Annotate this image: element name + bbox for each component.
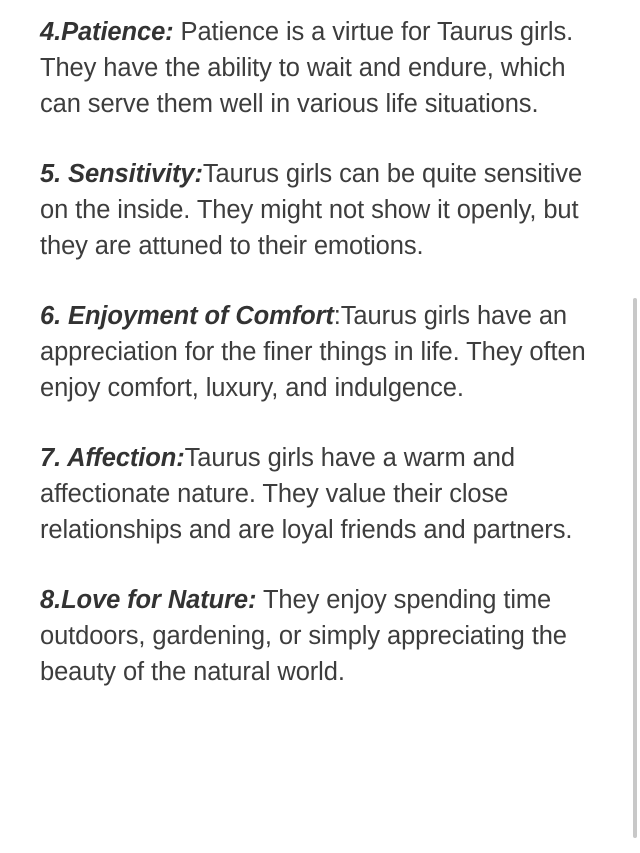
paragraph-body-sensitivity: Taurus girls can be quite sensitive on the inside. They might not show it openly, but they are attuned to their emotions.	[40, 160, 583, 260]
paragraph-body-patience: Patience is a virtue for Taurus girls. They have the ability to wait and endure, which can serve them well in various life situations.	[40, 18, 574, 118]
paragraph-body-affection: Taurus girls have a warm and affectionate nature. They value their close relationships and are loyal friends and partners.	[40, 444, 573, 544]
paragraph-body-love-for-nature: They enjoy spending time outdoors, gardening, or simply appreciating the beauty of the natural world.	[40, 586, 567, 686]
paragraph-sensitivity	[40, 156, 596, 264]
paragraph-lead-enjoyment-of-comfort: 6. Enjoyment of Comfort	[40, 302, 334, 330]
document-content	[40, 14, 596, 690]
paragraph-lead-sensitivity: 5. Sensitivity:	[40, 160, 203, 188]
paragraph-love-for-nature	[40, 582, 596, 690]
paragraph-affection	[40, 440, 596, 548]
paragraph-body-enjoyment-of-comfort: :Taurus girls have an appreciation for the finer things in life. They often enjoy comfort, luxury, and indulgence.	[40, 302, 586, 402]
scrollbar-thumb[interactable]	[633, 298, 637, 838]
paragraph-lead-affection: 7. Affection:	[40, 444, 185, 472]
paragraph-lead-patience: 4.Patience:	[40, 18, 174, 46]
paragraph-patience	[40, 14, 596, 122]
paragraph-enjoyment-of-comfort	[40, 298, 596, 406]
paragraph-lead-love-for-nature: 8.Love for Nature:	[40, 586, 257, 614]
